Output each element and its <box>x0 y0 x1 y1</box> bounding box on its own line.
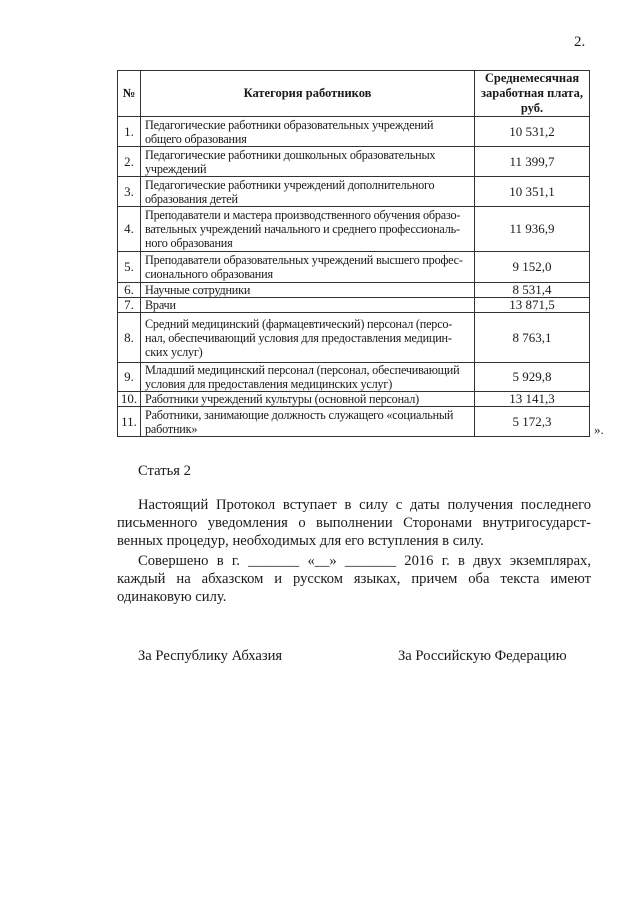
row-salary: 11 399,7 <box>475 147 590 177</box>
row-salary: 8 763,1 <box>475 313 590 363</box>
closing-quote: ». <box>594 422 604 437</box>
table-row <box>118 207 590 252</box>
row-category: Педагогические работники учреждений дополнительного образования детей <box>141 177 475 207</box>
article-paragraph-2: Совершено в г. _______ «__» _______ 2016 г. в двух экземплярах, каждый на абхазском и русском языках, причем оба текста имеют одинаковую силу. <box>117 553 591 605</box>
row-number: 8. <box>118 313 141 363</box>
header-salary: Среднемесячная заработная плата, руб. <box>475 71 590 117</box>
row-salary: 13 871,5 <box>475 298 590 313</box>
row-salary: 10 531,2 <box>475 117 590 147</box>
article-paragraph-2-block <box>117 552 591 606</box>
table-row <box>118 252 590 283</box>
page-number: 2. <box>574 34 586 50</box>
row-salary: 8 531,4 <box>475 283 590 298</box>
row-category: Средний медицинский (фармацевтический) персонал (персо-нал, обеспечивающий условия для предоставления медицин-ских услуг) <box>141 313 475 363</box>
row-salary: 9 152,0 <box>475 252 590 283</box>
row-salary: 10 351,1 <box>475 177 590 207</box>
row-number: 2. <box>118 147 141 177</box>
article-paragraph-1-block <box>117 496 591 550</box>
row-number: 1. <box>118 117 141 147</box>
row-salary: 11 936,9 <box>475 207 590 252</box>
row-salary: 5 172,3 <box>475 407 590 437</box>
row-category: Младший медицинский персонал (персонал, обеспечивающий условия для предоставления медицинских услуг) <box>141 363 475 392</box>
table-row <box>118 363 590 392</box>
table-row <box>118 407 590 437</box>
row-category: Преподаватели и мастера производственного обучения образо-вательных учреждений начального и среднего профессиональ-ного образования <box>141 207 475 252</box>
row-number: 11. <box>118 407 141 437</box>
table-row <box>118 117 590 147</box>
article-heading: Статья 2 <box>138 463 191 479</box>
row-category: Работники учреждений культуры (основной персонал) <box>141 392 475 407</box>
row-number: 5. <box>118 252 141 283</box>
article-paragraph-1: Настоящий Протокол вступает в силу с даты получения последнего письменного уведомления о выполнении Сторонами внутригосударст-венных процедур, необходимых для его вступления в силу. <box>117 497 591 549</box>
row-number: 10. <box>118 392 141 407</box>
header-category: Категория работников <box>141 71 475 117</box>
row-number: 3. <box>118 177 141 207</box>
row-category: Преподаватели образовательных учреждений высшего профес-сионального образования <box>141 252 475 283</box>
table-body <box>118 117 590 437</box>
row-salary: 5 929,8 <box>475 363 590 392</box>
row-number: 4. <box>118 207 141 252</box>
row-salary: 13 141,3 <box>475 392 590 407</box>
header-number: № <box>118 71 141 117</box>
row-category: Врачи <box>141 298 475 313</box>
table-row <box>118 298 590 313</box>
table-row <box>118 147 590 177</box>
signature-abkhazia: За Республику Абхазия <box>138 648 283 664</box>
row-category: Научные сотрудники <box>141 283 475 298</box>
row-category: Работники, занимающие должность служащего «социальный работник» <box>141 407 475 437</box>
table-row <box>118 313 590 363</box>
table-header-row <box>118 71 590 117</box>
row-number: 9. <box>118 363 141 392</box>
table-row <box>118 392 590 407</box>
table-row <box>118 177 590 207</box>
wage-table <box>117 70 590 437</box>
row-number: 7. <box>118 298 141 313</box>
row-number: 6. <box>118 283 141 298</box>
table-row <box>118 283 590 298</box>
row-category: Педагогические работники образовательных учреждений общего образования <box>141 117 475 147</box>
row-category: Педагогические работники дошкольных образовательных учреждений <box>141 147 475 177</box>
signature-russia: За Российскую Федерацию <box>398 648 567 664</box>
